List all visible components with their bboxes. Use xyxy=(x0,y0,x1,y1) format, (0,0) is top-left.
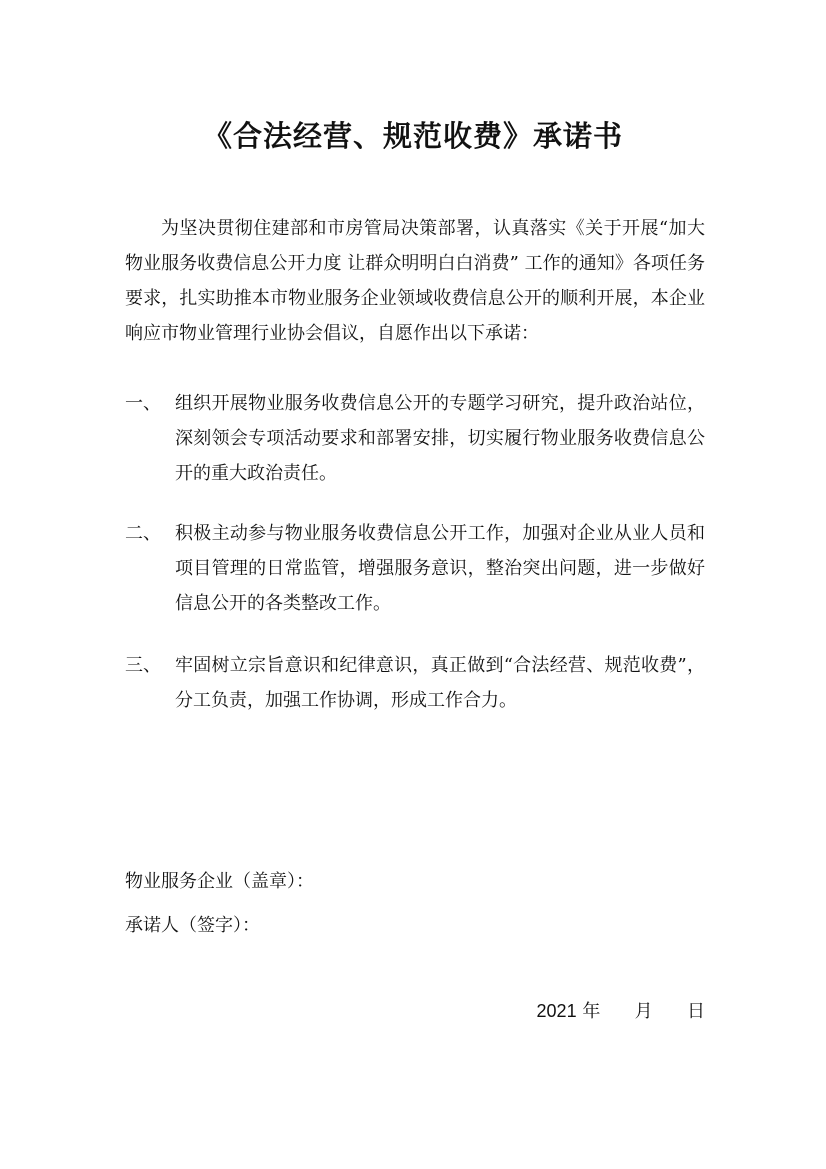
item-number: 一、 xyxy=(125,393,161,414)
item-text: 积极主动参与物业服务收费信息公开工作，加强对企业从业人员和项目管理的日常监管，增强服务意识，整治突出问题，进一步做好信息公开的各类整改工作。 xyxy=(175,523,705,614)
document-title: 《合法经营、规范收费》承诺书 xyxy=(202,119,623,153)
date-line xyxy=(537,994,705,1029)
commitment-item-1 xyxy=(125,386,705,491)
date-year: 2021 xyxy=(536,1001,577,1021)
date-day-unit: 日 xyxy=(687,1001,705,1022)
promisor-signature-label: 承诺人（签字）： xyxy=(125,915,260,936)
date-year-unit: 年 xyxy=(582,1001,601,1022)
item-number: 二、 xyxy=(125,523,161,544)
item-text: 牢固树立宗旨意识和纪律意识，真正做到“合法经营、规范收费”，分工负责，加强工作协调，形成工作合力。 xyxy=(175,655,705,711)
commitment-item-3 xyxy=(125,648,705,718)
date-month-unit: 月 xyxy=(634,1001,653,1022)
company-seal-label: 物业服务企业（盖章）： xyxy=(125,871,314,892)
item-number: 三、 xyxy=(125,655,161,676)
item-text: 组织开展物业服务收费信息公开的专题学习研究，提升政治站位，深刻领会专项活动要求和部署安排，切实履行物业服务收费信息公开的重大政治责任。 xyxy=(175,393,705,484)
intro-paragraph: 为坚决贯彻住建部和市房管局决策部署，认真落实《关于开展“加大物业服务收费信息公开力度 让群众明明白白消费” 工作的通知》各项任务要求，扎实助推本市物业服务企业领域收费信息公开的顺利开展，本企业响应市物业管理行业协会倡议，自愿作出以下承诺： xyxy=(125,218,705,344)
commitment-item-2 xyxy=(125,516,705,621)
